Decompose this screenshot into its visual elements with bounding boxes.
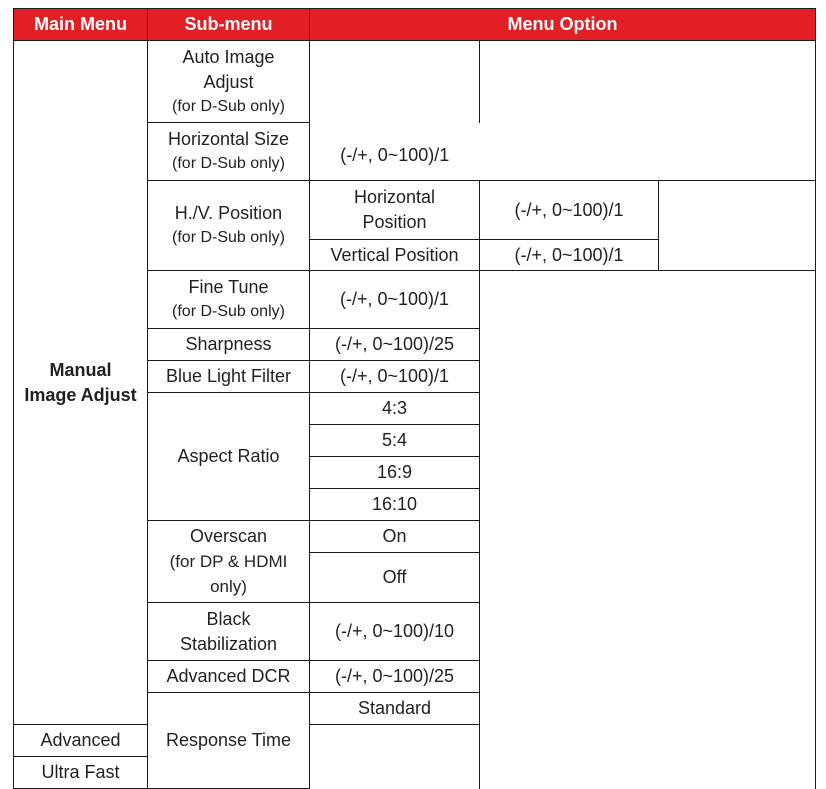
option-horizontal-size: (-/+, 0~100)/1 bbox=[310, 123, 480, 181]
header-row bbox=[14, 9, 816, 41]
sub-menu-advanced-dcr: Advanced DCR bbox=[148, 661, 310, 693]
empty-cell bbox=[480, 41, 816, 123]
sub-menu-label: Overscan bbox=[189, 526, 268, 546]
sub-menu-note: (for DP & HDMI only) bbox=[169, 552, 288, 596]
sub-menu-aspect-ratio: Aspect Ratio bbox=[148, 393, 310, 521]
option-aspect-5-4: 5:4 bbox=[310, 425, 480, 457]
menu-table bbox=[13, 8, 816, 789]
empty-cell bbox=[659, 181, 816, 271]
sub-menu-label: Horizontal Size bbox=[167, 129, 290, 149]
sub-menu-fine-tune bbox=[148, 271, 310, 329]
empty-cell bbox=[480, 123, 816, 181]
hv-vertical-option: (-/+, 0~100)/1 bbox=[480, 240, 659, 271]
option-response-advanced: Advanced bbox=[14, 725, 148, 757]
sub-menu-response-time: Response Time bbox=[148, 693, 310, 789]
sub-menu-note: (for D-Sub only) bbox=[172, 303, 285, 320]
option-overscan-on: On bbox=[310, 521, 480, 553]
empty-cell bbox=[480, 271, 816, 789]
sub-menu-label: H./V. Position bbox=[174, 203, 283, 223]
menu-table-container bbox=[13, 8, 816, 789]
sub-menu-hv-position bbox=[148, 181, 310, 271]
option-overscan-off: Off bbox=[310, 553, 480, 603]
sub-menu-horizontal-size bbox=[148, 123, 310, 181]
option-advanced-dcr: (-/+, 0~100)/25 bbox=[310, 661, 480, 693]
sub-menu-label: Auto Image Adjust bbox=[182, 46, 275, 92]
sub-menu-black-stabilization: Black Stabilization bbox=[148, 603, 310, 661]
option-black-stabilization: (-/+, 0~100)/10 bbox=[310, 603, 480, 661]
option-fine-tune: (-/+, 0~100)/1 bbox=[310, 271, 480, 329]
option-blue-light-filter: (-/+, 0~100)/1 bbox=[310, 361, 480, 393]
option-aspect-16-10: 16:10 bbox=[310, 489, 480, 521]
option-response-ultra-fast: Ultra Fast bbox=[14, 757, 148, 789]
sub-menu-note: (for D-Sub only) bbox=[172, 97, 285, 115]
main-menu-cell bbox=[14, 41, 148, 725]
sub-menu-overscan bbox=[148, 521, 310, 603]
hv-horizontal-option: (-/+, 0~100)/1 bbox=[480, 181, 659, 240]
header-sub-menu: Sub-menu bbox=[148, 9, 310, 41]
header-menu-option: Menu Option bbox=[310, 9, 816, 41]
sub-menu-sharpness: Sharpness bbox=[148, 329, 310, 361]
table-row bbox=[14, 41, 816, 123]
option-sharpness: (-/+, 0~100)/25 bbox=[310, 329, 480, 361]
sub-menu-note: (for D-Sub only) bbox=[172, 155, 285, 172]
main-menu-line2: Image Adjust bbox=[24, 384, 137, 405]
option-aspect-16-9: 16:9 bbox=[310, 457, 480, 489]
main-menu-line1: Manual bbox=[49, 359, 112, 380]
hv-horizontal-label: Horizontal Position bbox=[310, 181, 480, 240]
header-main-menu: Main Menu bbox=[14, 9, 148, 41]
sub-menu-note: (for D-Sub only) bbox=[172, 229, 285, 246]
option-response-standard: Standard bbox=[310, 693, 480, 725]
hv-vertical-label: Vertical Position bbox=[310, 240, 480, 271]
sub-menu-label: Fine Tune bbox=[188, 277, 269, 297]
sub-menu-auto-image-adjust bbox=[148, 41, 310, 123]
empty-cell bbox=[310, 41, 480, 123]
sub-menu-blue-light-filter: Blue Light Filter bbox=[148, 361, 310, 393]
option-aspect-4-3: 4:3 bbox=[310, 393, 480, 425]
